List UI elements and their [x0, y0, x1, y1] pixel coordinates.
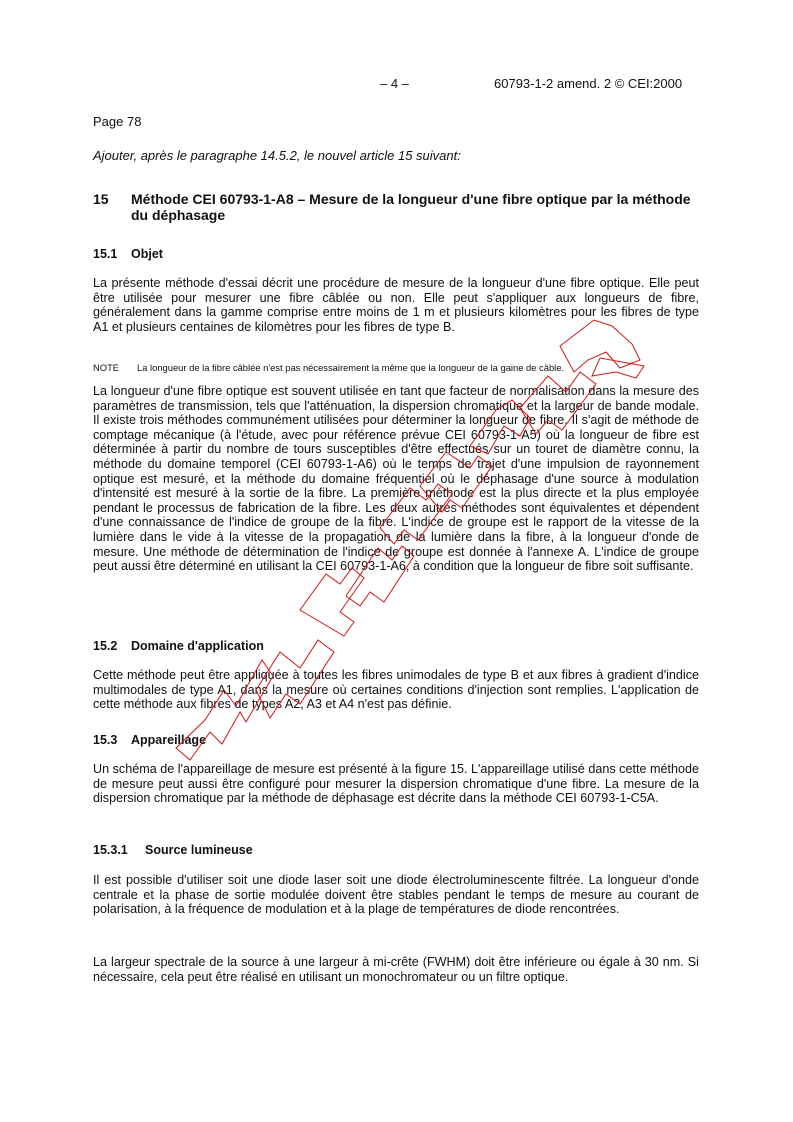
subclause-15-2-heading — [93, 639, 264, 653]
page-number: – 4 – — [380, 76, 409, 91]
subclause-number: 15.3.1 — [93, 843, 128, 857]
clause-15-heading — [93, 191, 703, 223]
note-label: NOTE — [93, 362, 120, 373]
clause-number: 15 — [93, 191, 109, 207]
amendment-instruction: Ajouter, après le paragraphe 14.5.2, le nouvel article 15 suivant: — [93, 148, 461, 163]
apparatus-paragraph: Un schéma de l'appareillage de mesure est présenté à la figure 15. L'appareillage utilisé dans cette méthode de mesure peut aussi être configuré pour mesurer la dispersion chromatique d'une fibre. La mesure de la dispersion chromatique par la méthode de déphasage est décrite dans la méthode CEI 60793-1-C5A. — [93, 762, 699, 806]
subclause-number: 15.3 — [93, 733, 118, 747]
clause-title: Méthode CEI 60793-1-A8 – Mesure de la longueur d'une fibre optique par la méthode du déphasage — [131, 191, 691, 223]
subclause-number: 15.2 — [93, 639, 118, 653]
subclause-title: Appareillage — [131, 733, 207, 747]
light-source-paragraph: Il est possible d'utiliser soit une diode laser soit une diode électroluminescente filtrée. La longueur d'onde centrale et la phase de sortie modulée doivent être stables pendant le temps de mesure au courant de polarisation, à la fréquence de modulation et à la plage de températures de diode rencontrées. — [93, 873, 699, 917]
subclause-title: Source lumineuse — [145, 843, 253, 857]
spectral-width-paragraph: La largeur spectrale de la source à une largeur à mi-crête (FWHM) doit être inférieure ou égale à 30 nm. Si nécessaire, cela peut être réalisé en utilisant un monochromateur ou un filtre optique. — [93, 955, 699, 984]
subclause-title: Objet — [131, 247, 163, 261]
subclause-15-3-1-heading — [93, 843, 253, 857]
subclause-number: 15.1 — [93, 247, 118, 261]
subclause-15-1-heading — [93, 247, 163, 261]
note-text: La longueur de la fibre câblée n'est pas nécessairement la même que la longueur de la gaine de câble. — [137, 362, 565, 373]
note — [93, 362, 699, 373]
objet-paragraph: La présente méthode d'essai décrit une procédure de mesure de la longueur d'une fibre optique. Elle peut être utilisée pour mesurer une fibre câblée ou non. Elle peut s'appliquer aux longueurs de fibre, généralement dans la gamme comprise entre moins de 1 m et plusieurs kilomètres pour les fibres de type A1 et plusieurs centaines de kilomètres pour les fibres de type B. — [93, 276, 699, 334]
subclause-15-3-heading — [93, 733, 206, 747]
scope-paragraph: Cette méthode peut être appliquée à toutes les fibres unimodales de type B et aux fibres à gradient d'indice multimodales de type A1, dans la mesure où certaines conditions d'injection sont remplies. L'application de cette méthode aux fibres de types A2, A3 et A4 n'est pas définie. — [93, 668, 699, 712]
subclause-title: Domaine d'application — [131, 639, 264, 653]
watermark-letter-outline — [300, 568, 364, 636]
page-reference: Page 78 — [93, 114, 142, 129]
document-reference: 60793-1-2 amend. 2 © CEI:2000 — [494, 76, 683, 91]
length-methods-paragraph: La longueur d'une fibre optique est souvent utilisée en tant que facteur de normalisation dans la mesure des paramètres de transmission, tels que l'atténuation, la dispersion chromatique et la largeur de bande modale. Il existe trois méthodes communément utilisées pour déterminer la longueur de fibre. Il s'agit de méthode de comptage mécanique (à l'étude, avec pour référence prévue CEI 60793-1-A5) où la longueur de fibre est déterminée à partir du nombre de tours susceptibles d'être effectués sur un touret de diamètre connu, la méthode du domaine temporel (CEI 60793-1-A6) où le temps de trajet d'une impulsion de rayonnement optique est mesuré, et la méthode du domaine fréquentiel où le déphasage d'une source à modulation d'intensité est mesuré à la sortie de la fibre. La première méthode est la plus directe et la plus employée pendant le processus de fabrication de la fibre. Les deux autres méthodes sont équivalentes et dépendent d'une connaissance de l'indice de groupe de la fibre. L'indice de groupe est le rapport de la vitesse de la lumière dans le vide à la vitesse de la propagation de la lumière dans la fibre, à la longueur d'onde de mesure. Une méthode de détermination de l'indice de groupe est donnée à l'annexe A. L'indice de groupe peut aussi être déterminé en utilisant la CEI 60793-1-A6, à condition que la longueur de fibre soit suffisante. — [93, 384, 699, 574]
